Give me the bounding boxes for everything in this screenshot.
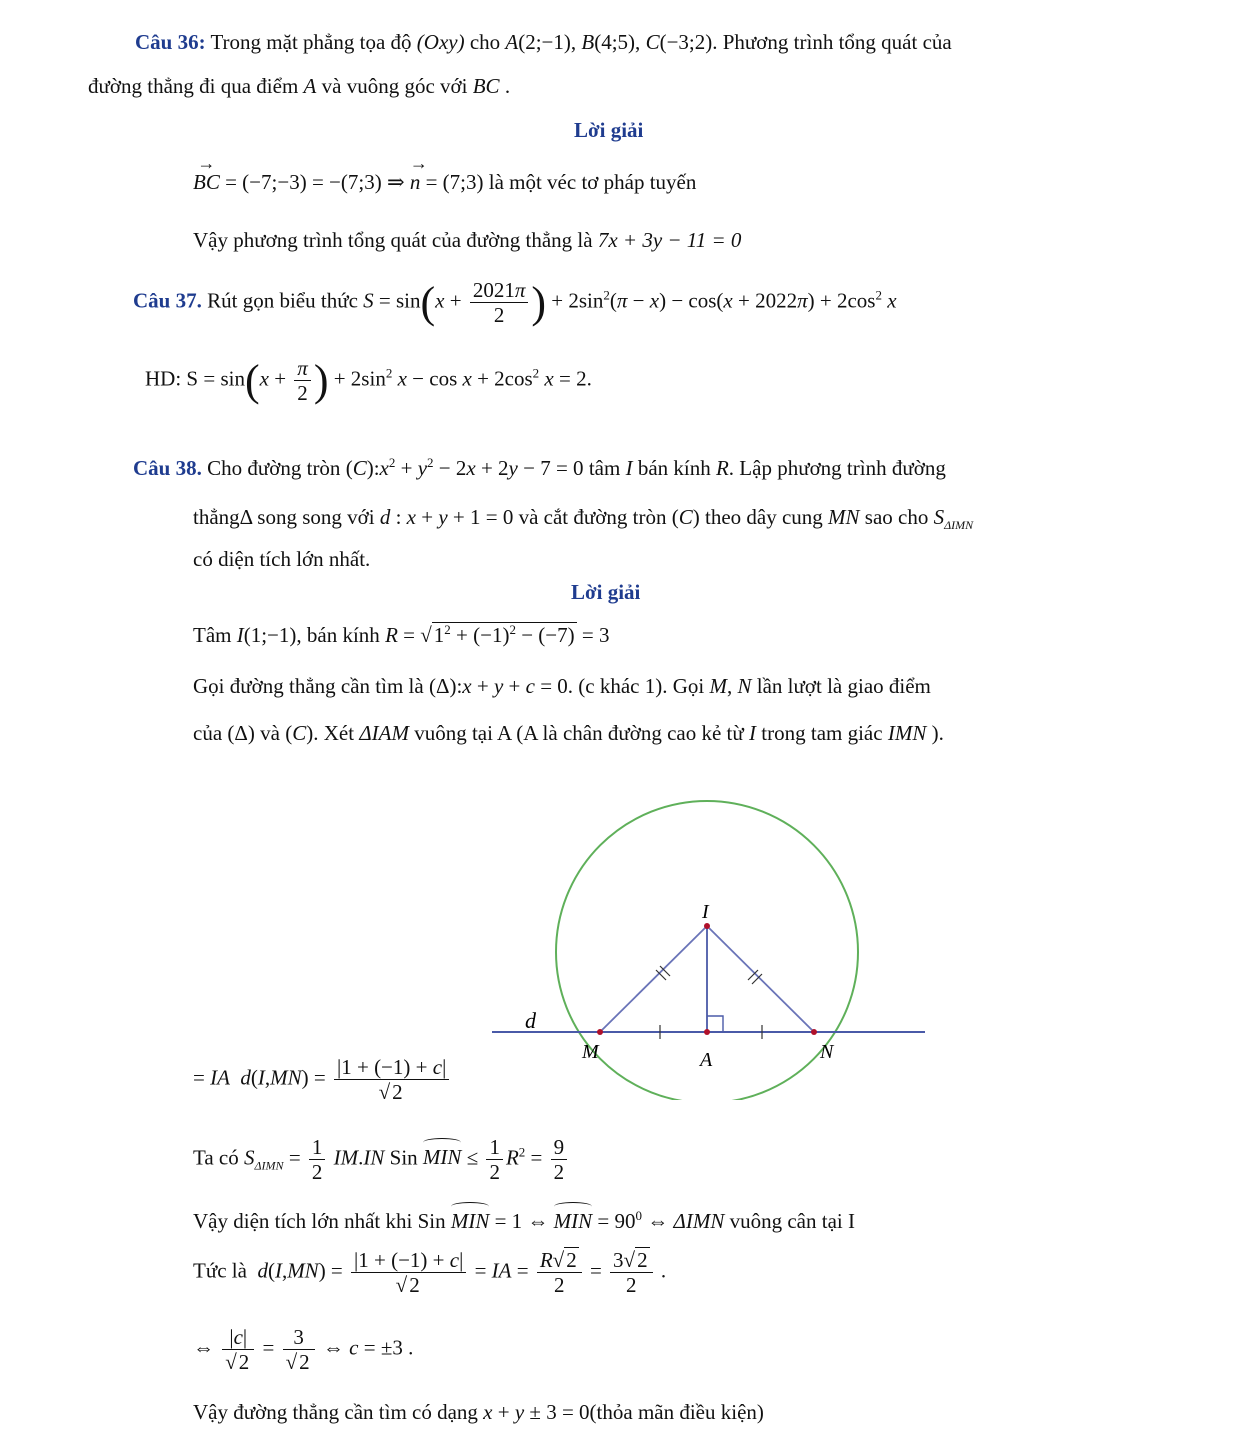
q38-max: Vậy diện tích lớn nhất khi Sin MIN = 1 ⇔ MIN = $90^0$ ⇔ ΔIMN vuông cân tại I: [193, 1208, 855, 1233]
point-n: [811, 1029, 817, 1035]
q38-solve-c: ⇔ $\frac{|c|}{√2}$ = $\frac{3}{√2}$ ⇔ c = ±3 .: [193, 1325, 414, 1375]
q36-label: Câu 36:: [135, 30, 206, 54]
segment-im: [600, 926, 707, 1032]
point-m: [597, 1029, 603, 1035]
point-a: [704, 1029, 710, 1035]
q36-line1: Câu 36: Trong mặt phẳng tọa độ (Oxy) cho A(2;−1), B(4;5), C(−3;2). Phương trình tổng quát của: [135, 30, 952, 54]
q37-line: Câu 37. Rút gọn biểu thức S = sin(x + $\frac{2021\pi}{2}$ ) + $2\sin^2(\pi - x) - \cos(x + 2022\pi) + 2\cos^2$ x: [133, 278, 897, 328]
q36-text2: Phương trình tổng quát của: [722, 30, 952, 54]
q36-solution-title: Lời giải: [574, 118, 644, 142]
point-i: [704, 923, 710, 929]
label-i: I: [702, 901, 709, 923]
q37-hd: HD: S = sin(x + $\frac{\pi}{2}$ ) + $2\sin^2$ $x - \cos x + 2\cos^2$ x = 2.: [145, 356, 592, 406]
q38-tucla: Tức là d(I,MN) = $\frac{|1 + (-1) + c|}{√2}$ = IA = $\frac{R√2}{2}$ = $\frac{3√2}{2}$ .: [193, 1248, 667, 1298]
q38-center-radius: Tâm I(1;−1), bán kính $R = √1^2 + (-1)^2 - (-7) = 3$: [193, 622, 610, 647]
q38-solution-title: Lời giải: [571, 580, 641, 604]
q38-area: Ta có $S_{\Delta IMN}$ = $\frac{1}{2}$ IM.IN Sin MIN ≤ $\frac{1}{2}$ $R^2$ = $\frac{9}{2}$: [193, 1135, 570, 1184]
q36-answer: 7x + 3y − 11 = 0: [597, 228, 742, 252]
q38-cua: của (Δ) và (C). Xét ΔIAM vuông tại A (A là chân đường cao kẻ từ I trong tam giác IMN ).: [193, 721, 944, 745]
q38-line1: Câu 38. Cho đường tròn $(C):x^2 + y^2 - 2x + 2y - 7 = 0$ tâm I bán kính R. Lập phương trình đường: [133, 455, 946, 480]
label-m: M: [582, 1041, 599, 1063]
q36-conclusion: Vậy phương trình tổng quát của đường thẳng là 7x + 3y − 11 = 0: [193, 228, 742, 252]
label-n: N: [820, 1041, 834, 1063]
q38-distance: = IA d(I,MN) = $\frac{|1 + (-1) + c|}{√2}$: [193, 1055, 452, 1104]
right-angle-mark: [707, 1016, 723, 1032]
circle-figure: [470, 760, 940, 1100]
q38-line2: thẳngΔ song song với d : x + y + 1 = 0 và cắt đường tròn (C) theo dây cung MN sao cho $S_{\Delta IMN}$: [193, 505, 974, 533]
q38-label: Câu 38.: [133, 456, 202, 480]
q37-label: Câu 37.: [133, 288, 202, 313]
q38-line3: có diện tích lớn nhất.: [193, 547, 371, 571]
q36-text1: Trong mặt phẳng tọa độ: [210, 30, 412, 54]
q38-final: Vậy đường thẳng cần tìm có dạng x + y ± 3 = 0(thỏa mãn điều kiện): [193, 1400, 764, 1424]
q36-vector-line: → BC = (−7;−3) = −(7;3) ⇒ → n = (7;3) là một véc tơ pháp tuyến: [193, 170, 696, 195]
label-d: d: [525, 1008, 536, 1033]
q36-line2: đường thẳng đi qua điểm A và vuông góc với BC .: [88, 74, 511, 98]
label-a: A: [700, 1049, 713, 1071]
q38-goi: Gọi đường thẳng cần tìm là (Δ):x + y + c = 0. (c khác 1). Gọi M, N lần lượt là giao điểm: [193, 674, 931, 698]
